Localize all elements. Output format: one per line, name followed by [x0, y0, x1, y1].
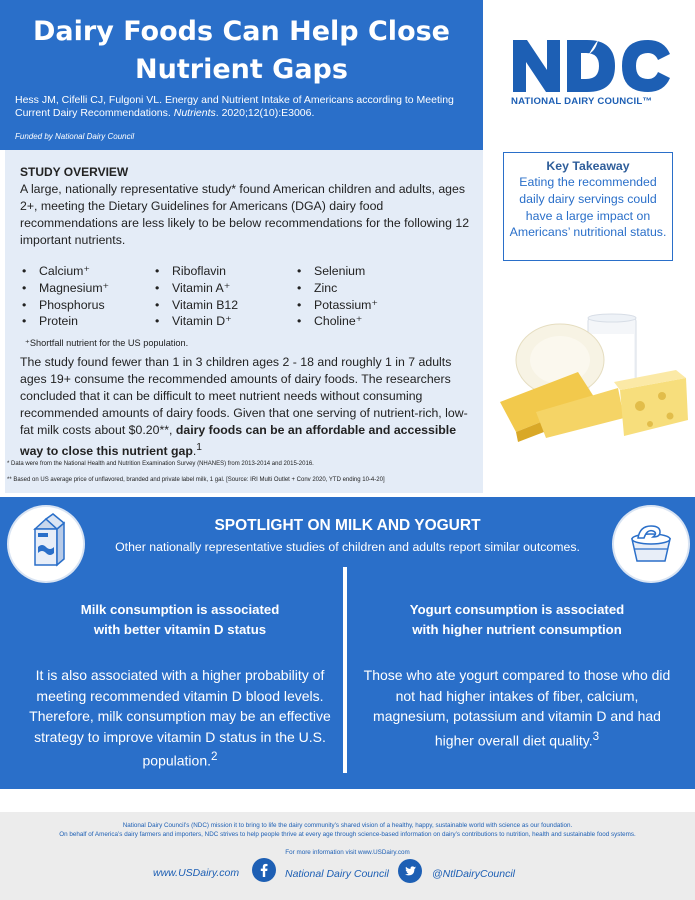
- milk-carton-icon: [9, 507, 83, 581]
- nutrient-list-col1: [22, 263, 109, 330]
- milk-body-text: It is also associated with a higher probability of meeting recommended vitamin D blood levels. Therefore, milk consumption may be an effective strategy to improve vitamin D status in the U.S. population.: [29, 667, 331, 769]
- more-info: For more information visit www.USDairy.com: [285, 849, 410, 856]
- study-findings: [20, 354, 478, 460]
- key-takeaway-box: [503, 152, 673, 261]
- milk-panel: [20, 600, 340, 771]
- header-banner: [0, 0, 483, 150]
- facebook-link[interactable]: National Dairy Council: [285, 868, 389, 880]
- study-title: STUDY OVERVIEW: [20, 165, 129, 179]
- footer: [0, 812, 695, 900]
- footer-links: [0, 858, 695, 882]
- nutrient-item: • Selenium: [297, 263, 378, 280]
- facebook-icon[interactable]: [252, 858, 276, 882]
- twitter-icon[interactable]: [398, 859, 422, 883]
- nutrient-item: • Vitamin A⁺: [155, 280, 238, 297]
- ndc-logo-name: NATIONAL DAIRY COUNCIL™: [511, 96, 653, 107]
- citation-journal: Nutrients: [173, 107, 216, 119]
- milk-body: [20, 665, 340, 771]
- citation: [15, 94, 475, 120]
- yogurt-cup-icon: [614, 507, 688, 581]
- reference-marker: 1: [196, 442, 202, 453]
- milk-heading-line1: Milk consumption is associated: [80, 602, 280, 617]
- nutrient-item: • Calcium⁺: [22, 263, 109, 280]
- spotlight-title: SPOTLIGHT ON MILK AND YOGURT: [214, 517, 481, 534]
- nutrient-list-col3: [297, 263, 378, 330]
- website-link[interactable]: www.USDairy.com: [153, 867, 240, 879]
- yogurt-panel: [357, 600, 677, 751]
- page-title-line2: Nutrient Gaps: [135, 54, 348, 85]
- yogurt-heading-line2: with higher nutrient consumption: [412, 622, 622, 637]
- reference-marker: 3: [592, 729, 600, 743]
- yogurt-body-text: Those who ate yogurt compared to those who did not had higher intakes of fiber, calcium, magnesium, potassium and vitamin D and had higher overall diet quality.: [363, 667, 671, 749]
- nutrient-item: • Magnesium⁺: [22, 280, 109, 297]
- nutrient-item: • Riboflavin: [155, 263, 238, 280]
- reference-marker: 2: [211, 750, 218, 763]
- milk-heading-line2: with better vitamin D status: [93, 622, 267, 637]
- spotlight-subtitle: Other nationally representative studies of children and adults report similar outcomes.: [115, 540, 580, 554]
- nutrient-item: • Phosphorus: [22, 297, 109, 314]
- study-overview-panel: [5, 150, 483, 493]
- nutrient-item: • Protein: [22, 313, 109, 330]
- spotlight-section: [0, 497, 695, 789]
- nutrient-item: • Potassium⁺: [297, 297, 378, 314]
- nutrient-item: • Vitamin D⁺: [155, 313, 238, 330]
- mission-statement: National Dairy Council’s (NDC) mission it to bring to life the dairy community’s shared vision of a healthy, happy, sustainable world with science as our foundation.: [122, 822, 573, 829]
- findings-emphasis: dairy foods can be an affordable and accessible way to close this nutrient gap: [20, 423, 457, 459]
- nutrient-item: • Vitamin B12: [155, 297, 238, 314]
- study-intro: A large, nationally representative study* found American children and adults, ages 2+, meeting the Dietary Guidelines for Americans (DGA) dairy food recommendations are less likely to be below recommendations for the following 12 important nutrients.: [20, 182, 470, 247]
- yogurt-heading-line1: Yogurt consumption is associated: [409, 602, 625, 617]
- column-divider: [343, 567, 347, 773]
- twitter-link[interactable]: @NtlDairyCouncil: [432, 868, 516, 880]
- citation-volume: . 2020;12(10):E3006.: [215, 107, 315, 119]
- footnote-nhanes: * Data were from the National Health and Nutrition Examination Survey (NHANES) from 2013-2014 and 2015-2016.: [7, 461, 314, 467]
- footnote-price: ** Based on US average price of unflavored, branded and private label milk, 1 gal. [Source: IRI Multi Outlet + Conv 2020, YTD ending 10-4-20]: [7, 477, 385, 483]
- yogurt-heading: [357, 600, 677, 640]
- key-takeaway-text: Eating the recommended daily dairy servings could have a large impact on Americans’ nutritional status.: [509, 175, 667, 240]
- dairy-products-image: [500, 300, 690, 450]
- ndc-logo: [505, 36, 675, 116]
- citation-text: Hess JM, Cifelli CJ, Fulgoni VL. Energy and Nutrient Intake of Americans according to Meeting Current Dairy Recommendations.: [15, 94, 454, 119]
- page-title-line1: Dairy Foods Can Help Close: [33, 16, 450, 47]
- shortfall-note: ⁺Shortfall nutrient for the US population.: [25, 338, 189, 348]
- findings-text: The study found fewer than 1 in 3 children ages 2 - 18 and roughly 1 in 7 adults ages 19+ consume the recommended amounts of dairy foods. The researchers concluded that it can be difficult to meet nutrient needs without consuming recommended amounts of dairy foods. Given that one serving of nutrient-rich, low-fat milk costs about $0.20**,: [20, 355, 468, 437]
- yogurt-body: [357, 665, 677, 751]
- nutrient-item: • Choline⁺: [297, 313, 378, 330]
- behalf-statement: On behalf of America’s dairy farmers and importers, NDC strives to help people thrive at every age through science-based information on dairy’s contributions to nutrition, health and sustainable food systems.: [59, 831, 636, 838]
- milk-heading: [20, 600, 340, 640]
- key-takeaway-title: Key Takeaway: [546, 159, 630, 173]
- findings-period: .: [192, 444, 197, 459]
- nutrient-list-col2: [155, 263, 238, 330]
- funding-note: Funded by National Dairy Council: [15, 132, 135, 141]
- nutrient-item: • Zinc: [297, 280, 378, 297]
- ndc-logo-mark: [505, 36, 675, 96]
